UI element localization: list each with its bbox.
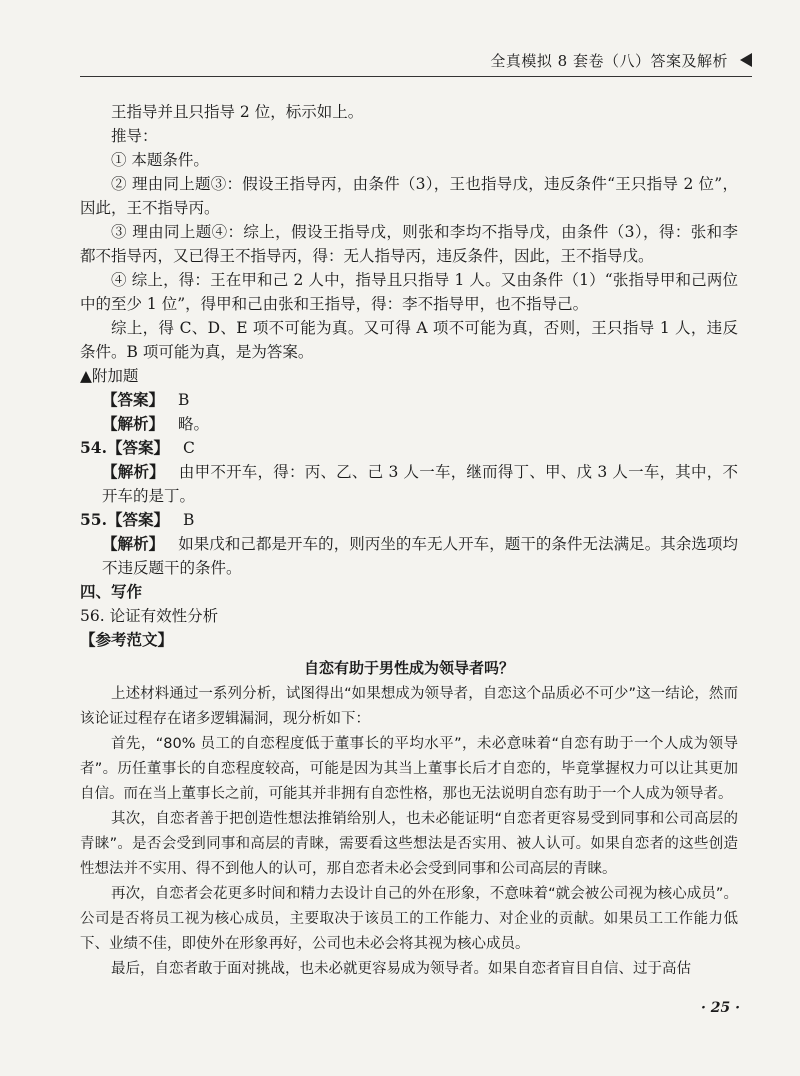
answer-tag: 【答案】	[102, 390, 165, 409]
q54-analysis	[80, 460, 738, 508]
q54-answer-row	[80, 436, 738, 460]
essay-paragraph: 其次，自恋者善于把创造性想法推销给别人，也未必能证明“自恋者更容易受到同事和公司高层的青睐”。是否会受到同事和高层的青睐，需要看这些想法是否实用、被人认可。如果自恋者的这些创造性想法并不实用、得不到他人的认可，那自恋者未必会受到同事和公司高层的青睐。	[80, 811, 738, 877]
paragraph: 推导：	[111, 127, 158, 145]
essay-paragraph: 首先，“80% 员工的自恋程度低于董事长的平均水平”，未必意味着“自恋有助于一个人成为领导者”。历任董事长的自恋程度较高，可能是因为其当上董事长后才自恋的，毕竟掌握权力可以让其更加自信。而在当上董事长之前，可能其并非拥有自恋性格，那也无法说明自恋有助于一个人成为领导者。	[80, 736, 738, 802]
essay-title: 自恋有助于男性成为领导者吗？	[303, 659, 514, 677]
paragraph: 王指导并且只指导 2 位，标示如上。	[111, 103, 364, 121]
reference-tag: 【参考范文】	[80, 630, 174, 649]
answer-tag: 【答案】	[106, 510, 169, 529]
analysis-tag: 【解析】	[102, 462, 165, 481]
answer-value: C	[182, 439, 195, 457]
extra-answer-row	[80, 388, 738, 412]
analysis-tag: 【解析】	[102, 534, 165, 553]
header-title: 全真模拟 8 套卷（八）答案及解析	[490, 52, 728, 70]
page-header	[80, 44, 752, 77]
section-heading: 四、写作	[80, 582, 143, 601]
q55-analysis	[80, 532, 738, 580]
essay-paragraph: 再次，自恋者会花更多时间和精力去设计自己的外在形象，不意味着“就会被公司视为核心成员”。公司是否将员工视为核心成员，主要取决于该员工的工作能力、对企业的贡献。如果员工工作能力低下、业绩不佳，即使外在形象再好，公司也未必会将其视为核心成员。	[80, 886, 738, 952]
analysis-text: 略。	[178, 415, 210, 433]
paragraph: ④ 综上，得：王在甲和己 2 人中，指导且只指导 1 人。又由条件（1）“张指导甲和己两位中的至少 1 位”，得甲和己由张和王指导，得：李不指导甲，也不指导己。	[80, 271, 738, 313]
page-number: · 25 ·	[701, 1000, 740, 1016]
paragraph: ① 本题条件。	[111, 151, 209, 169]
paragraph: ③ 理由同上题④：综上，假设王指导戊，则张和李均不指导戊，由条件（3），得：张和李都不指导丙，又已得王不指导丙，得：无人指导丙，违反条件，因此，王不指导戊。	[80, 223, 738, 265]
answer-tag: 【答案】	[106, 438, 169, 457]
analysis-tag: 【解析】	[102, 414, 165, 433]
paragraph: ② 理由同上题③：假设王指导丙，由条件（3），王也指导戊，违反条件“王只指导 2 位”，因此，王不指导丙。	[80, 175, 738, 217]
extra-analysis-row	[80, 412, 738, 436]
page-content	[80, 100, 738, 982]
question-number: 54.	[80, 438, 107, 457]
answer-value: B	[182, 511, 195, 529]
paragraph: 综上，得 C、D、E 项不可能为真。又可得 A 项不可能为真，否则，王只指导 1 人，违反条件。B 项可能为真，是为答案。	[80, 319, 738, 361]
analysis-text: 如果戊和己都是开车的，则丙坐的车无人开车，题干的条件无法满足。其余选项均不违反题干的条件。	[102, 535, 738, 577]
triangle-marker-icon	[740, 53, 752, 67]
extra-heading: ▲附加题	[80, 367, 139, 385]
essay-paragraph: 最后，自恋者敢于面对挑战，也未必就更容易成为领导者。如果自恋者盲目自信、过于高估	[111, 961, 691, 977]
essay-body	[80, 682, 738, 982]
answer-value: B	[178, 391, 190, 409]
question-56: 56. 论证有效性分析	[80, 607, 219, 625]
analysis-text: 由甲不开车，得：丙、乙、己 3 人一车，继而得丁、甲、戊 3 人一车，其中，不开车的是丁。	[102, 463, 738, 505]
question-number: 55.	[80, 510, 107, 529]
essay-paragraph: 上述材料通过一系列分析，试图得出“如果想成为领导者，自恋这个品质必不可少”这一结论，然而该论证过程存在诸多逻辑漏洞，现分析如下：	[80, 686, 738, 727]
q55-answer-row	[80, 508, 738, 532]
